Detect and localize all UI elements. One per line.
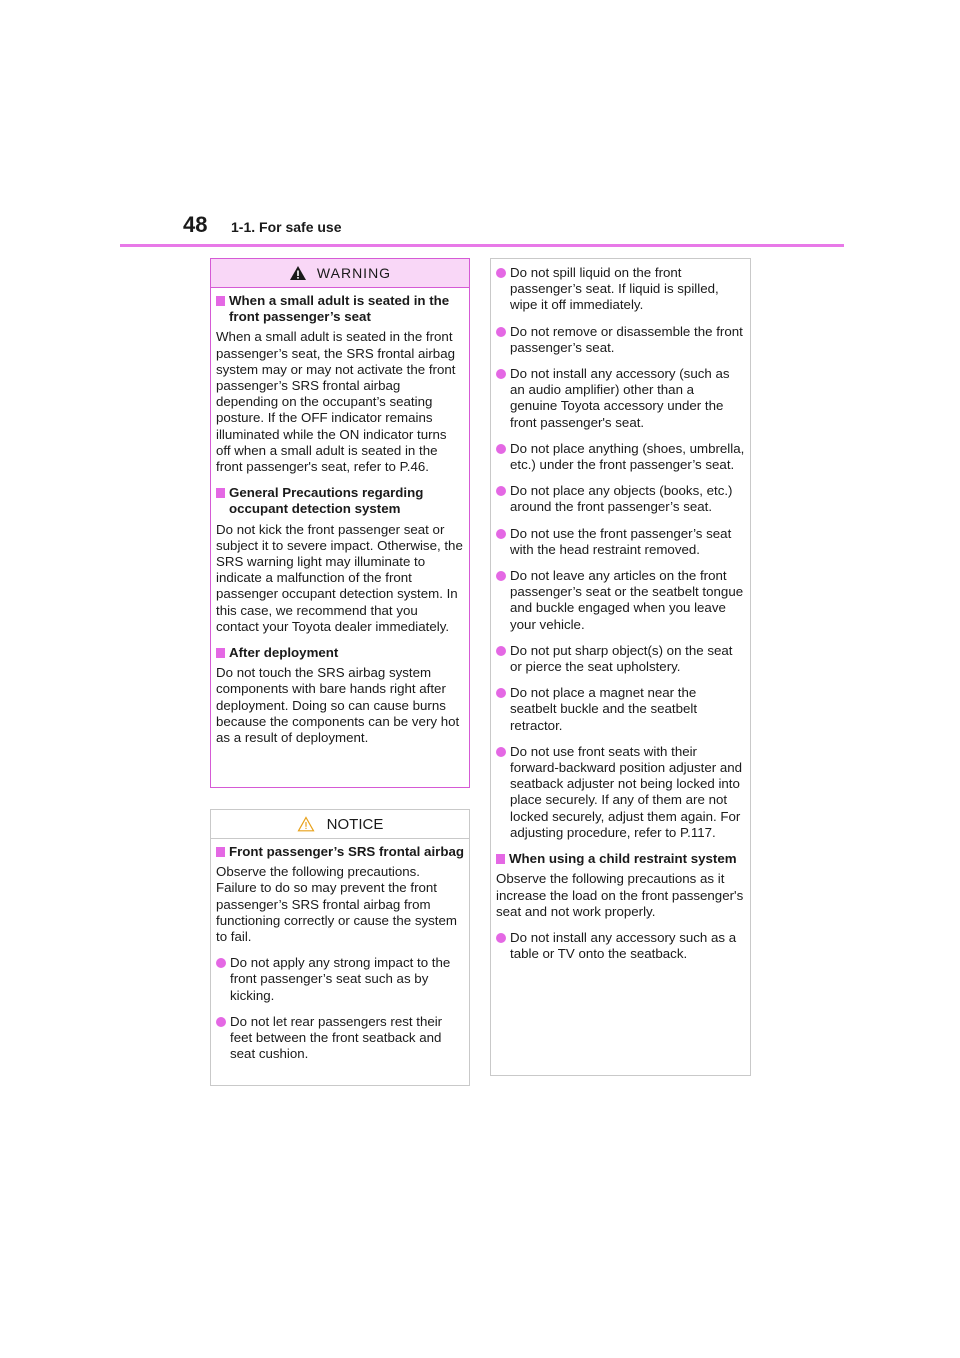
square-bullet-icon (496, 854, 505, 864)
square-bullet-icon (216, 847, 225, 857)
round-bullet-icon (496, 444, 506, 454)
warning-heading-general-precautions: General Precautions regarding occupant detection system (216, 485, 464, 517)
warning-heading-after-deployment: After deployment (216, 645, 464, 661)
warning-text-after-deployment: Do not touch the SRS airbag system components with bare hands right after deployment. Doing so can cause burns because the components can be very hot as a result of deployment. (216, 665, 460, 746)
warning-text-small-adult: When a small adult is seated in the front passenger’s seat, the SRS frontal airbag system may or may not activate the front passenger’s SRS frontal airbag depending on the occupant’s seating posture. If the OFF indicator remains illuminated while the ON indicator turns off when a small adult is seated in the front passenger's seat, refer to P.46. (216, 329, 456, 475)
round-bullet-icon (496, 268, 506, 278)
continued-bullet: Do not leave any articles on the front passenger’s seat or the seatbelt tongue and buckle engaged when you leave your vehicle. (496, 568, 745, 633)
warning-title: WARNING (316, 265, 392, 281)
continued-bullet: Do not place any objects (books, etc.) around the front passenger’s seat. (496, 483, 745, 515)
warning-content (211, 288, 469, 746)
warning-box (210, 258, 470, 788)
round-bullet-icon (496, 369, 506, 379)
warning-header (211, 259, 469, 288)
continued-bullet: Do not use front seats with their forward-backward position adjuster and seatback adjuster not being locked into place securely. If any of them are not locked securely, adjust them again. For adjusting procedure, refer to P.117. (496, 744, 745, 841)
page-number: 48 (183, 212, 208, 237)
round-bullet-icon (216, 1017, 226, 1027)
notice-bullet: Do not apply any strong impact to the front passenger’s seat such as by kicking. (216, 955, 464, 1004)
continued-bullet: Do not place a magnet near the seatbelt buckle and the seatbelt retractor. (496, 685, 745, 734)
round-bullet-icon (496, 646, 506, 656)
header-rule (120, 244, 844, 247)
square-bullet-icon (216, 296, 225, 306)
round-bullet-icon (496, 688, 506, 698)
notice-header (211, 810, 469, 839)
continued-notice-box (490, 258, 751, 1076)
warning-triangle-icon (289, 265, 307, 281)
round-bullet-icon (496, 529, 506, 539)
notice-content (211, 839, 469, 1062)
notice-heading: Front passenger’s SRS frontal airbag (216, 844, 464, 860)
round-bullet-icon (496, 571, 506, 581)
section-title: 1-1. For safe use (231, 219, 342, 235)
continued-bullet: Do not put sharp object(s) on the seat or pierce the seat upholstery. (496, 643, 745, 675)
caution-triangle-icon (297, 816, 315, 832)
notice-bullet: Do not let rear passengers rest their feet between the front seatback and seat cushion. (216, 1014, 464, 1063)
warning-heading-small-adult: When a small adult is seated in the front passenger’s seat (216, 293, 464, 325)
child-restraint-heading: When using a child restraint system (496, 851, 745, 867)
round-bullet-icon (496, 327, 506, 337)
continued-content (491, 259, 750, 962)
round-bullet-icon (496, 486, 506, 496)
continued-bullet: Do not remove or disassemble the front passenger’s seat. (496, 324, 745, 356)
notice-title: NOTICE (326, 815, 384, 833)
notice-text: Observe the following precautions. Failure to do so may prevent the front passenger’s SRS frontal airbag from functioning correctly or cause the system to fail. (216, 864, 457, 945)
warning-text-general-precautions: Do not kick the front passenger seat or subject it to severe impact. Otherwise, the SRS warning light may illuminate to indicate a malfunction of the front passenger occupant detection system. In this case, we recommend that you contact your Toyota dealer immediately. (216, 521, 463, 634)
child-restraint-bullet: Do not install any accessory such as a table or TV onto the seatback. (496, 930, 745, 962)
round-bullet-icon (216, 958, 226, 968)
square-bullet-icon (216, 648, 225, 658)
round-bullet-icon (496, 933, 506, 943)
round-bullet-icon (496, 747, 506, 757)
continued-bullet: Do not use the front passenger’s seat with the head restraint removed. (496, 526, 745, 558)
continued-bullet: Do not install any accessory (such as an audio amplifier) other than a genuine Toyota accessory under the front passenger's seat. (496, 366, 745, 431)
square-bullet-icon (216, 488, 225, 498)
continued-bullet: Do not spill liquid on the front passenger’s seat. If liquid is spilled, wipe it off immediately. (496, 265, 745, 314)
continued-bullet: Do not place anything (shoes, umbrella, etc.) under the front passenger’s seat. (496, 441, 745, 473)
child-restraint-text: Observe the following precautions as it increase the load on the front passenger's seat and not work properly. (496, 871, 744, 919)
notice-box (210, 809, 470, 1086)
